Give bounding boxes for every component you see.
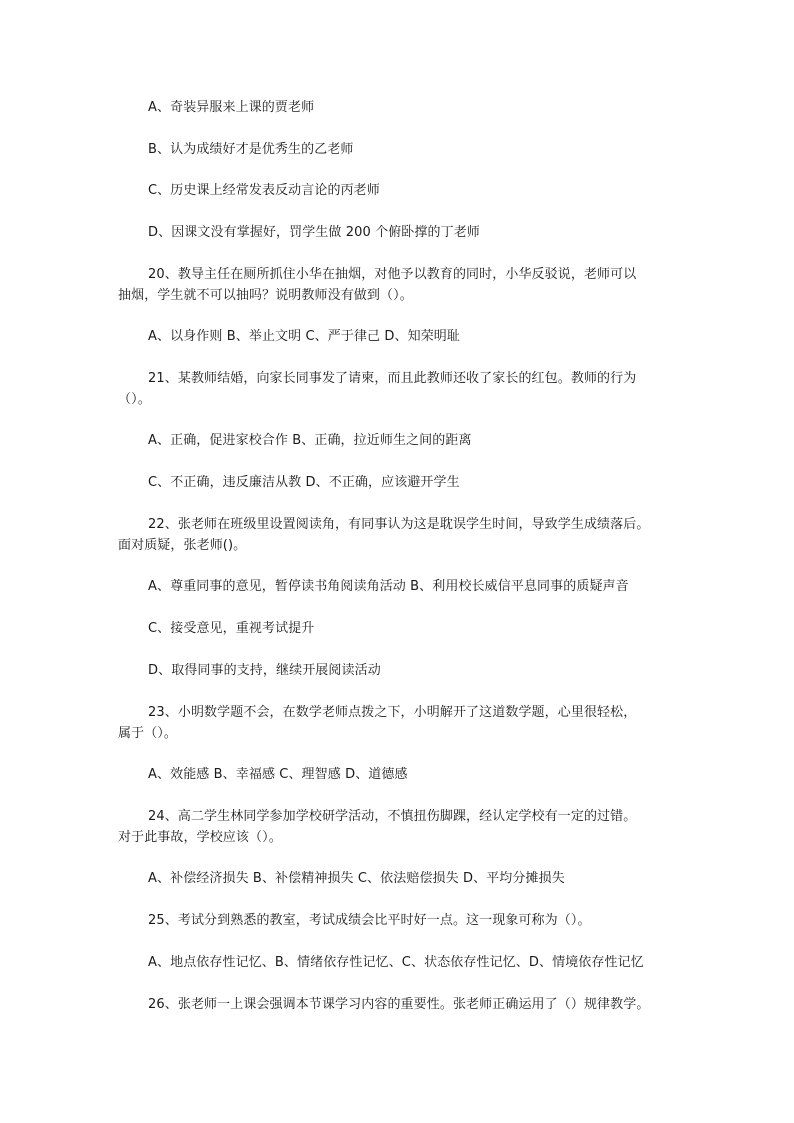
question-20-line-1: 20、教导主任在厕所抓住小华在抽烟，对他予以教育的同时，小华反驳说，老师可以 — [148, 267, 637, 282]
option-c-q22: C、接受意见，重视考试提升 — [148, 621, 315, 636]
options-q20: A、以身作则 B、举止文明 C、严于律己 D、知荣明耻 — [148, 329, 460, 344]
option-d-q19: D、因课文没有掌握好，罚学生做 200 个俯卧撑的丁老师 — [148, 225, 480, 240]
question-24-line-1: 24、高二学生林同学参加学校研学活动，不慎扭伤脚踝，经认定学校有一定的过错。 — [148, 809, 637, 824]
options-q24: A、补偿经济损失 B、补偿精神损失 C、依法赔偿损失 D、平均分摊损失 — [148, 871, 565, 886]
question-20-line-2: 抽烟，学生就不可以抽吗？说明教师没有做到（）。 — [118, 288, 413, 303]
options-q25: A、地点依存性记忆、B、情绪依存性记忆、C、状态依存性记忆、D、情境依存性记忆 — [148, 955, 644, 970]
question-22-line-2: 面对质疑，张老师()。 — [118, 538, 247, 553]
options-ab-q21: A、正确，促进家校合作 B、正确，拉近师生之间的距离 — [148, 433, 472, 448]
question-22-line-1: 22、张老师在班级里设置阅读角，有同事认为这是耽误学生时间，导致学生成绩落后。 — [148, 517, 650, 532]
question-25: 25、考试分到熟悉的教室，考试成绩会比平时好一点。这一现象可称为（）。 — [148, 913, 591, 928]
question-23-line-1: 23、小明数学题不会，在数学老师点拨之下，小明解开了这道数学题，心里很轻松， — [148, 705, 637, 720]
option-c-q19: C、历史课上经常发表反动言论的丙老师 — [148, 183, 380, 198]
question-21-line-1: 21、某教师结婚，向家长同事发了请柬，而且此教师还收了家长的红包。教师的行为 — [148, 371, 637, 386]
question-24-line-2: 对于此事故，学校应该（）。 — [118, 830, 282, 845]
question-26: 26、张老师一上课会强调本节课学习内容的重要性。张老师正确运用了（）规律教学。 — [148, 997, 650, 1012]
question-21-line-2: （）。 — [118, 392, 151, 407]
options-q23: A、效能感 B、幸福感 C、理智感 D、道德感 — [148, 767, 408, 782]
option-d-q22: D、取得同事的支持，继续开展阅读活动 — [148, 663, 381, 678]
options-ab-q22: A、尊重同事的意见，暂停读书角阅读角活动 B、利用校长威信平息同事的质疑声音 — [148, 579, 629, 594]
question-23-line-2: 属于（）。 — [118, 726, 178, 741]
option-b-q19: B、认为成绩好才是优秀生的乙老师 — [148, 142, 354, 157]
options-cd-q21: C、不正确，违反廉洁从教 D、不正确，应该避开学生 — [148, 475, 460, 490]
option-a-q19: A、奇装异服来上课的贾老师 — [148, 100, 315, 115]
